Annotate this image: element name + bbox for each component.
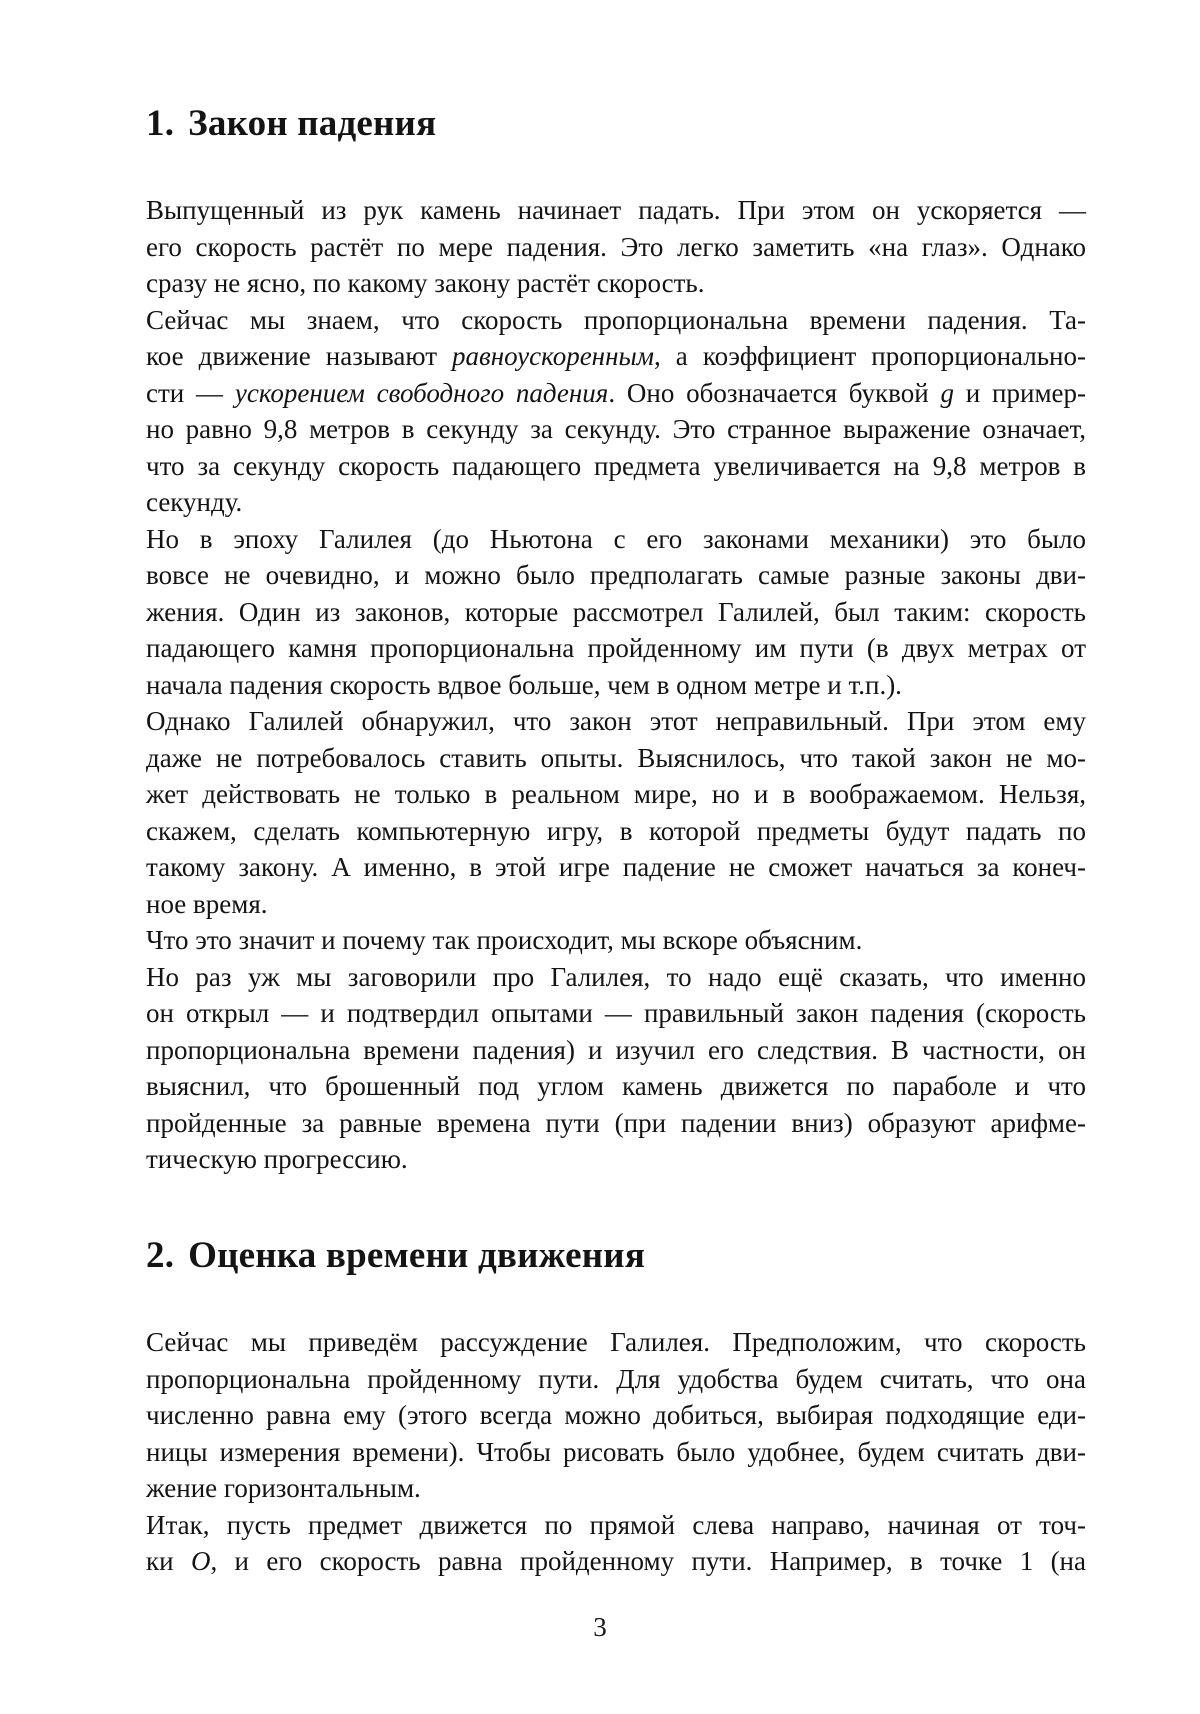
text-line: Сейчас мы знаем, что скорость пропорциональна времени падения. Та-: [146, 304, 1086, 335]
paragraph: [100, 1324, 1086, 1507]
paragraph: [100, 521, 1086, 704]
text-line: Выпущенный из рук камень начинает падать. При этом он ускоряется —: [146, 195, 1086, 226]
text-line: такому закону. А именно, в этой игре падение не сможет начаться за конеч-: [146, 852, 1086, 883]
text-line: пропорциональна времени падения) и изучил его следствия. В частности, он: [146, 1034, 1086, 1065]
paragraph: [100, 192, 1086, 302]
text-line: даже не потребовалось ставить опыты. Выяснилось, что такой закон не мо-: [146, 742, 1086, 773]
section-1-number: 1.: [146, 103, 175, 144]
section-1-heading: [100, 102, 1086, 146]
text-line: пройденные за равные времена пути (при падении вниз) образуют арифме-: [146, 1107, 1086, 1138]
text-line: Итак, пусть предмет движется по прямой слева направо, начиная от точ-: [146, 1509, 1086, 1540]
section-2-number: 2.: [146, 1234, 175, 1276]
text-run: и пример-: [953, 377, 1086, 408]
text-line: численно равна ему (этого всегда можно добиться, выбирая подходящие еди-: [146, 1400, 1086, 1431]
text-line: вовсе не очевидно, и можно было предполагать самые разные законы дви-: [146, 560, 1086, 591]
math-symbol: g: [940, 377, 954, 408]
text-line: пропорциональна пройденному пути. Для удобства будем считать, что она: [146, 1363, 1086, 1394]
math-symbol: O: [190, 1546, 211, 1577]
text-line: начала падения скорость вдвое больше, чем в одном метре и т.п.).: [146, 669, 902, 700]
text-line: скажем, сделать компьютерную игру, в которой предметы будут падать по: [146, 815, 1086, 846]
page-number: 3: [593, 1612, 607, 1642]
text-line: он открыл — и подтвердил опытами — правильный закон падения (скорость: [146, 998, 1086, 1029]
text-line: секунду.: [146, 487, 243, 518]
text-run: ки: [146, 1546, 191, 1577]
text-line: ницы измерения времени). Чтобы рисовать было удобнее, будем считать дви-: [146, 1436, 1086, 1467]
paragraph: [100, 959, 1086, 1178]
text-run: кое движение называют: [146, 341, 453, 372]
text-line: жения. Один из законов, которые рассмотрел Галилей, был таким: скорость: [146, 596, 1086, 627]
text-line: [100, 375, 1086, 412]
page-content: [100, 102, 1086, 1580]
text-line: Что это значит и почему так происходит, мы вскоре объясним.: [146, 925, 863, 956]
text-line: его скорость растёт по мере падения. Это легко заметить «на глаз». Однако: [146, 231, 1086, 262]
text-line: но равно 9,8 метров в секунду за секунду. Это странное выражение означает,: [146, 414, 1086, 445]
text-run: . Оно обозначается буквой: [608, 377, 941, 408]
text-line: выяснил, что брошенный под углом камень движется по параболе и что: [146, 1071, 1086, 1102]
section-1-title: Закон падения: [188, 103, 437, 144]
text-line: Но в эпоху Галилея (до Ньютона с его законами механики) это было: [146, 523, 1086, 554]
paragraph: [100, 1507, 1086, 1580]
text-line: Сейчас мы приведём рассуждение Галилея. Предположим, что скорость: [146, 1327, 1086, 1358]
text-line: Однако Галилей обнаружил, что закон этот неправильный. При этом ему: [146, 706, 1086, 737]
text-run: сти —: [146, 377, 235, 408]
text-line: сразу не ясно, по какому закону растёт скорость.: [146, 268, 705, 299]
paragraph: [100, 703, 1086, 922]
text-line: что за секунду скорость падающего предмета увеличивается на 9,8 метров в: [146, 450, 1086, 481]
section-2-heading: [100, 1234, 1086, 1278]
paragraph: [100, 302, 1086, 521]
section-2-title: Оценка времени движения: [188, 1234, 646, 1276]
text-line: жение горизонтальным.: [146, 1473, 421, 1504]
text-line: жет действовать не только в реальном мире, но и в воображаемом. Нельзя,: [146, 779, 1086, 810]
text-line: [100, 1543, 1086, 1580]
italic-term: равноускоренным: [452, 341, 654, 372]
text-line: [100, 338, 1086, 375]
text-line: падающего камня пропорциональна пройденному им пути (в двух метрах от: [146, 633, 1086, 664]
text-line: Но раз уж мы заговорили про Галилея, то надо ещё сказать, что именно: [146, 961, 1086, 992]
text-line: тическую прогрессию.: [146, 1144, 408, 1175]
text-run: , и его скорость равна пройденному пути. Например, в точке 1 (на: [210, 1546, 1086, 1577]
italic-term: ускорением свободного падения: [234, 377, 609, 408]
text-line: ное время.: [146, 888, 268, 919]
text-run: , а коэффициент пропорционально-: [653, 341, 1086, 372]
paragraph: [100, 922, 1086, 959]
